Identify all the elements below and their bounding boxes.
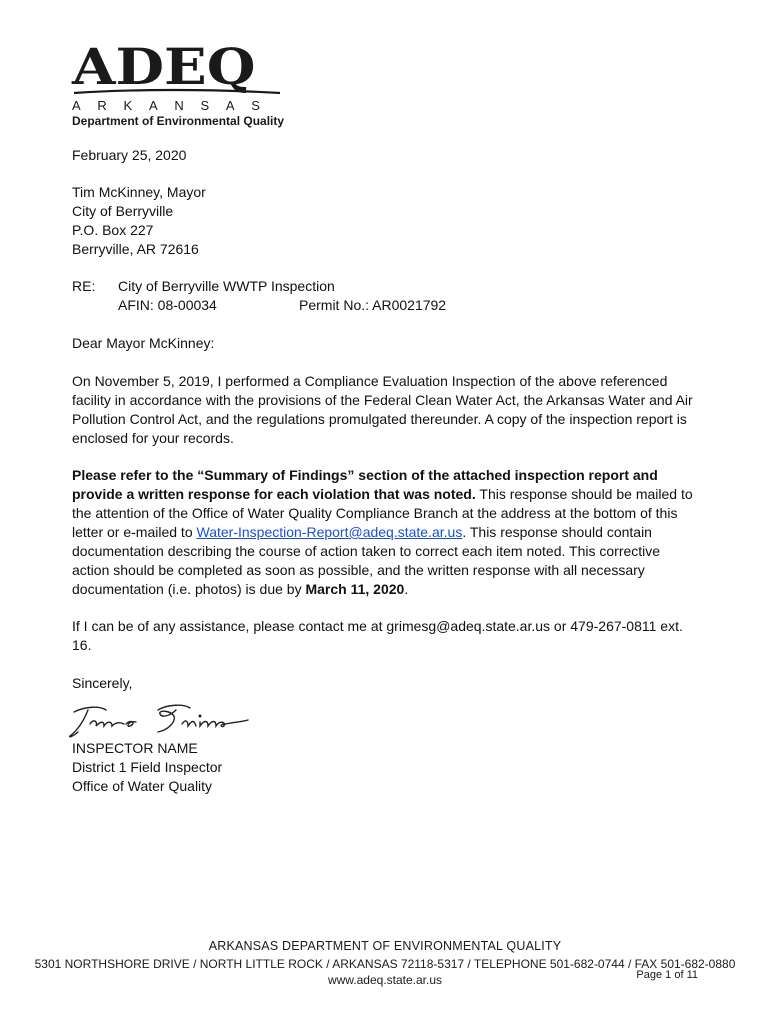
handwritten-signature xyxy=(66,700,256,742)
signer-office: Office of Water Quality xyxy=(72,778,213,794)
recipient-name: Tim McKinney, Mayor xyxy=(72,184,206,200)
re-afin: AFIN: 08-00034 xyxy=(118,297,217,313)
logo-swoosh-icon xyxy=(72,88,282,96)
page-number: Page 1 of 11 xyxy=(636,969,698,981)
footer-address: 5301 NORTHSHORE DRIVE / NORTH LITTLE ROCK / ARKANSAS 72118-5317 / TELEPHONE 501-682-0744 / FAX 501-682-0880 xyxy=(34,957,736,971)
recipient-po-box: P.O. Box 227 xyxy=(72,222,154,238)
adeq-logo xyxy=(72,37,292,128)
paragraph-inspection: On November 5, 2019, I performed a Compliance Evaluation Inspection of the above referenced facility in accordance with the provisions of the Federal Clean Water Act, the Arkansas Water and Air Pollution Control Act, and the regulations promulgated thereunder. A copy of the inspection report is enclosed for your records. xyxy=(72,373,693,446)
due-date: March 11, 2020 xyxy=(305,581,405,597)
logo-wordmark: ADEQ xyxy=(72,37,256,96)
signer-name: INSPECTOR NAME xyxy=(72,740,198,756)
response-email-link[interactable]: Water-Inspection-Report@adeq.state.ar.us xyxy=(196,524,463,540)
salutation: Dear Mayor McKinney: xyxy=(72,335,215,351)
footer-website: www.adeq.state.ar.us xyxy=(327,973,443,987)
recipient-address xyxy=(72,183,712,259)
logo-state-name: A R K A N S A S xyxy=(72,98,260,113)
re-permit: Permit No.: AR0021792 xyxy=(299,297,447,313)
recipient-city: Berryville, AR 72616 xyxy=(72,241,199,257)
re-label: RE: xyxy=(72,278,96,294)
logo-department: Department of Environmental Quality xyxy=(72,114,285,128)
paragraph-response-request: Please refer to the “Summary of Findings” section of the attached inspection report and provide a written response for each violation that was noted. This response should be mailed to the attention of the Office of Water Quality Compliance Branch at the address at the bottom of this letter or e-mailed to Water-Inspection-Report@adeq.state.ar.us. This response should contain documentation describing the course of action taken to correct each item noted. This corrective action should be completed as soon as possible, and the written response with all necessary documentation (i.e. photos) is due by March 11, 2020. xyxy=(72,467,693,597)
recipient-org: City of Berryville xyxy=(72,203,174,219)
re-subject: City of Berryville WWTP Inspection xyxy=(118,278,335,294)
signer-block xyxy=(72,739,712,796)
footer-org: ARKANSAS DEPARTMENT OF ENVIRONMENTAL QUALITY xyxy=(208,939,562,953)
paragraph-contact: If I can be of any assistance, please contact me at grimesg@adeq.state.ar.us or 479-267-0811 ext. 16. xyxy=(72,618,683,653)
letter-date: February 25, 2020 xyxy=(72,147,187,163)
closing: Sincerely, xyxy=(72,675,133,691)
signer-title: District 1 Field Inspector xyxy=(72,759,223,775)
